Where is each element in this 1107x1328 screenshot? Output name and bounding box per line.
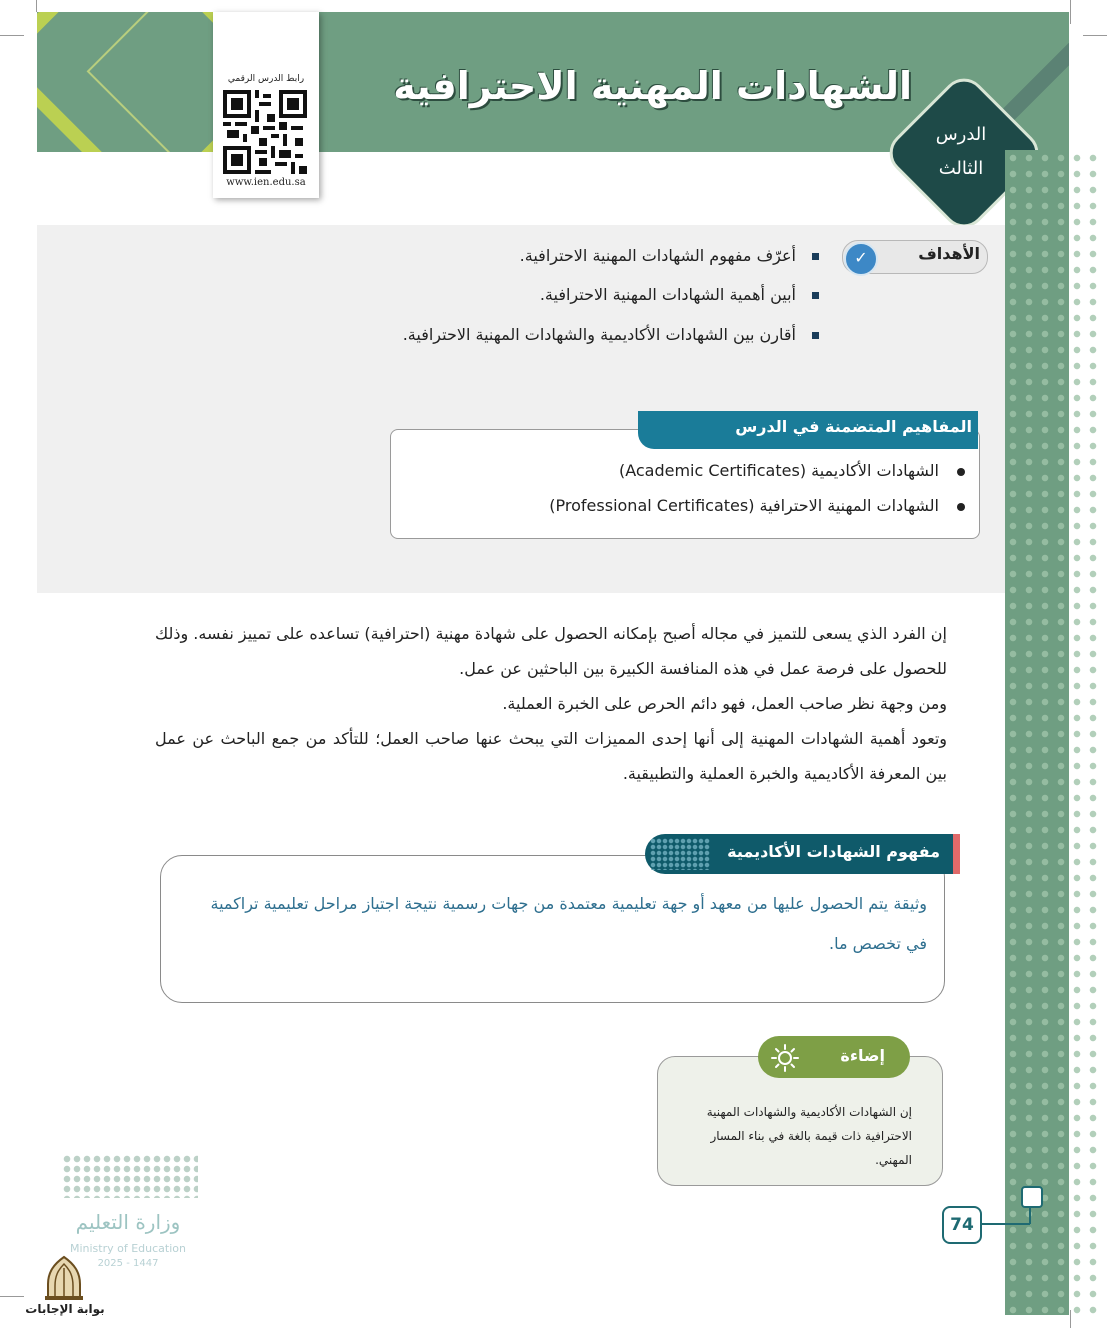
check-icon: ✓	[844, 242, 878, 276]
objective-item	[540, 285, 819, 304]
ministry-year: 2025 - 1447	[97, 1258, 159, 1269]
concepts-title: المفاهيم المتضمنة في الدرس	[735, 417, 972, 436]
concept-text: الشهادات الأكاديمية (Academic Certificates)	[618, 461, 939, 480]
page-number: 74	[942, 1206, 982, 1244]
concept-text: الشهادات المهنية الاحترافية (Professional Certificates)	[549, 496, 939, 515]
body-paragraph: وتعود أهمية الشهادات المهنية إلى أنها إحدى المميزات التي يبحث عنها صاحب العمل؛ للتأكد من جمع الباحث عن عمل بين المعرفة الأكاديمية والخبرة العملية والتطبيقية.	[155, 729, 947, 783]
sun-icon	[770, 1043, 800, 1073]
qr-code-icon[interactable]	[223, 90, 307, 174]
qr-label: رابط الدرس الرقمي	[227, 74, 305, 84]
lesson-line-1: الدرس	[935, 124, 987, 145]
lesson-label	[905, 118, 1017, 186]
page-title: الشهادات المهنية الاحترافية	[393, 64, 912, 108]
lesson-line-2: الثالث	[938, 158, 984, 179]
body-paragraph: ومن وجهة نظر صاحب العمل، فهو دائم الحرص على الخبرة العملية.	[502, 694, 947, 713]
academic-concept-text: وثيقة يتم الحصول عليها من معهد أو جهة تعليمية معتمدة من جهات رسمية نتيجة اجتياز مراحل تعليمية تراكمية في تخصص ما.	[210, 894, 927, 953]
concept-item	[619, 461, 965, 480]
page-marker-icon	[1021, 1186, 1043, 1208]
qr-url[interactable]: www.ien.edu.sa	[226, 177, 306, 188]
highlight-label: إضاءة	[840, 1046, 885, 1065]
site-logo-icon	[40, 1254, 88, 1302]
page-number-connector	[980, 1223, 1030, 1225]
ministry-name-ar: وزارة التعليم	[75, 1210, 181, 1234]
objectives-label: الأهداف	[918, 244, 980, 263]
body-text	[155, 616, 947, 791]
highlight-text: إن الشهادات الأكاديمية والشهادات المهنية الاحترافية ذات قيمة بالغة في بناء المسار المهني.	[706, 1105, 912, 1167]
objective-item	[520, 246, 819, 265]
body-paragraph: إن الفرد الذي يسعى للتميز في مجاله أصبح بإمكانه الحصول على شهادة مهنية (احترافية) تساعده على تمييز نفسه. وذلك للحصول على فرصة عمل في هذه المنافسة الكبيرة بين الباحثين عن عمل.	[155, 624, 947, 678]
ministry-logo-dots	[62, 1154, 198, 1198]
tab-accent	[953, 834, 960, 874]
site-watermark: بوابة الإجابات	[25, 1302, 105, 1316]
objective-item	[403, 325, 819, 344]
objective-text: أقارن بين الشهادات الأكاديمية والشهادات المهنية الاحترافية.	[402, 325, 796, 344]
academic-concept-title: مفهوم الشهادات الأكاديمية	[727, 842, 940, 861]
concept-item	[549, 496, 965, 515]
objective-text: أعرّف مفهوم الشهادات المهنية الاحترافية.	[519, 246, 796, 265]
ministry-name-en: Ministry of Education	[69, 1242, 186, 1255]
objective-text: أبين أهمية الشهادات المهنية الاحترافية.	[539, 285, 796, 304]
side-dot-pattern	[1005, 150, 1103, 1315]
